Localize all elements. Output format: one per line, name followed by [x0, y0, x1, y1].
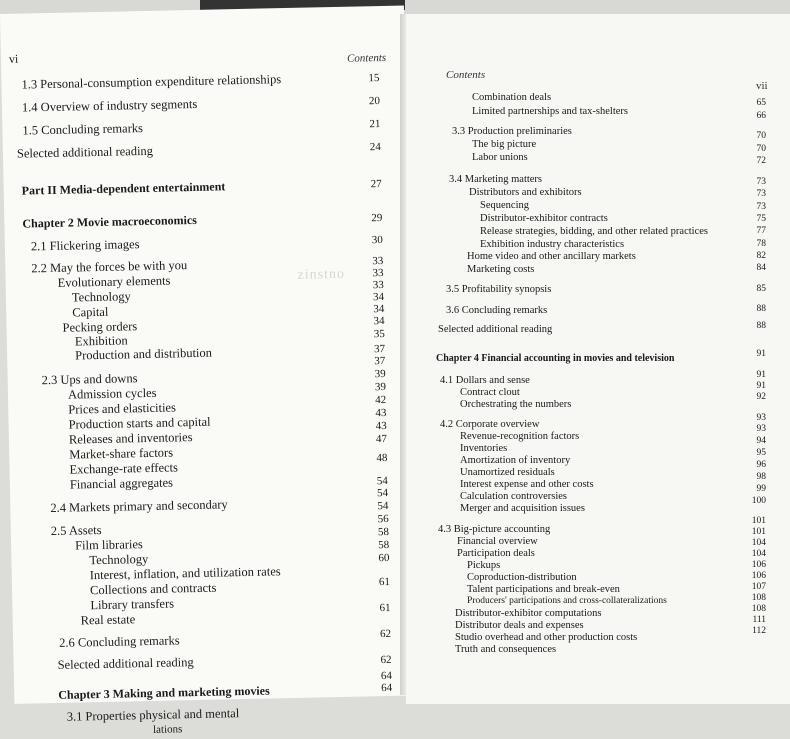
- toc-entry: Selected additional reading: [57, 655, 194, 672]
- toc-entry: Evolutionary elements: [57, 273, 171, 290]
- toc-entry: 2.3 Ups and downs: [41, 371, 138, 388]
- toc-entry: Interest, inflation, and utilization rates: [89, 564, 281, 583]
- toc-page: 91: [756, 349, 766, 359]
- toc-entry: The big picture: [472, 139, 537, 150]
- part-heading: Part II Media-dependent entertainment: [21, 179, 226, 198]
- toc-page: 61: [378, 575, 391, 589]
- chapter-heading: Chapter 3 Making and marketing movies: [58, 683, 270, 702]
- toc-entry: 2.6 Concluding remarks: [59, 633, 180, 650]
- toc-page: 20: [368, 95, 381, 108]
- toc-entry: Financial aggregates: [69, 475, 174, 492]
- toc-page: 54: [376, 474, 388, 488]
- toc-page: 34: [373, 315, 385, 328]
- toc-entry: Producers' participations and cross-collateralizations: [467, 596, 667, 606]
- toc-page: 73: [756, 202, 766, 212]
- toc-page: 88: [756, 321, 766, 331]
- toc-entry: Technology: [71, 289, 131, 305]
- toc-page: 62: [379, 627, 392, 641]
- toc-page: 72: [756, 156, 766, 166]
- toc-page: 33: [372, 255, 384, 268]
- toc-page: 64: [380, 669, 393, 683]
- toc-page: 73: [756, 177, 766, 187]
- toc-page: 108: [751, 604, 766, 614]
- folio-left: vi: [8, 51, 19, 66]
- toc-page: 60: [378, 551, 390, 565]
- toc-page: 29: [371, 212, 383, 225]
- toc-entry: 1.5 Concluding remarks: [22, 121, 144, 138]
- toc-entry: Capital: [72, 304, 109, 320]
- toc-page: 93: [756, 413, 766, 423]
- left-page: [0, 6, 418, 736]
- toc-entry: Distributor-exhibitor contracts: [480, 213, 608, 224]
- running-head-right: Contents: [446, 69, 486, 81]
- toc-entry: Prices and elasticities: [68, 400, 177, 417]
- toc-entry: Exhibition industry characteristics: [480, 239, 625, 250]
- toc-page: 75: [756, 214, 766, 224]
- toc-page: 88: [756, 304, 766, 314]
- toc-entry: Distributor deals and expenses: [455, 620, 584, 631]
- toc-page: 37: [373, 343, 386, 356]
- toc-page: 100: [751, 496, 766, 506]
- toc-entry: Amortization of inventory: [460, 455, 571, 466]
- toc-page: 92: [756, 392, 766, 402]
- toc-page: 37: [374, 355, 386, 368]
- toc-page: 85: [756, 284, 766, 294]
- toc-entry: Real estate: [80, 612, 136, 628]
- toc-entry: Selected additional reading: [16, 143, 154, 161]
- toc-page: 66: [756, 111, 766, 121]
- toc-entry: Revenue-recognition factors: [460, 431, 580, 442]
- toc-page: 27: [370, 178, 382, 191]
- toc-page: 99: [756, 484, 766, 494]
- toc-entry: Market-share factors: [69, 445, 174, 462]
- toc-entry: Merger and acquisition issues: [460, 503, 585, 514]
- toc-page: 101: [751, 516, 766, 526]
- toc-entry: Distributors and exhibitors: [469, 187, 582, 198]
- toc-page: 94: [756, 436, 766, 446]
- toc-entry: Release strategies, bidding, and other related practices: [480, 226, 708, 237]
- toc-entry: 4.2 Corporate overview: [440, 419, 540, 430]
- toc-entry: Labor unions: [472, 152, 528, 163]
- toc-entry: Distributor-exhibitor computations: [455, 608, 602, 619]
- toc-entry: lations: [152, 723, 183, 736]
- toc-page: 78: [756, 239, 766, 249]
- toc-page: 77: [756, 226, 766, 236]
- toc-page: 112: [752, 626, 766, 636]
- toc-entry: Interest expense and other costs: [460, 479, 594, 490]
- toc-page: 54: [377, 499, 389, 513]
- toc-entry: 3.5 Profitability synopsis: [446, 284, 552, 295]
- toc-page: 91: [756, 381, 766, 391]
- toc-entry: 3.6 Concluding remarks: [446, 305, 548, 316]
- right-page: [406, 14, 790, 704]
- toc-page: 43: [375, 419, 387, 433]
- toc-entry: 2.4 Markets primary and secondary: [50, 497, 228, 516]
- toc-page: 42: [375, 393, 387, 407]
- toc-page: 15: [368, 72, 380, 85]
- toc-entry: Contract clout: [460, 387, 520, 398]
- toc-page: 58: [377, 525, 390, 539]
- folio-right: vii: [756, 80, 768, 92]
- toc-entry: Calculation controversies: [460, 491, 568, 502]
- toc-entry: Technology: [89, 552, 149, 568]
- toc-page: 54: [376, 486, 389, 500]
- toc-entry: 4.3 Big-picture accounting: [438, 524, 551, 535]
- toc-page: 73: [756, 189, 766, 199]
- toc-entry: 3.3 Production preliminaries: [452, 126, 572, 137]
- toc-entry: 1.4 Overview of industry segments: [21, 96, 198, 115]
- toc-page: 106: [751, 560, 766, 570]
- toc-page: 61: [379, 601, 391, 615]
- toc-entry: 3.1 Properties physical and mental: [66, 706, 240, 724]
- toc-entry: Limited partnerships and tax-shelters: [472, 106, 628, 117]
- toc-page: 62: [380, 653, 392, 667]
- toc-page: 34: [372, 291, 385, 304]
- running-head-left: Contents: [346, 51, 387, 65]
- toc-entry: Home video and other ancillary markets: [467, 251, 636, 262]
- toc-page: 101: [751, 527, 766, 537]
- toc-entry: Talent participations and break-even: [467, 584, 620, 595]
- toc-page: 108: [751, 593, 766, 603]
- toc-page: 84: [756, 263, 766, 273]
- toc-page: 33: [372, 279, 384, 292]
- toc-page: 70: [756, 144, 766, 154]
- toc-page: 111: [752, 615, 766, 625]
- toc-entry: Coproduction-distribution: [467, 572, 577, 583]
- toc-page: 56: [377, 512, 389, 526]
- toc-entry: Selected additional reading: [438, 324, 553, 335]
- toc-page: 93: [756, 424, 766, 434]
- toc-entry: 3.4 Marketing matters: [449, 174, 543, 185]
- toc-entry: Production and distribution: [75, 345, 213, 363]
- toc-page: 95: [756, 448, 766, 458]
- toc-entry: Production starts and capital: [68, 414, 211, 432]
- toc-page: 39: [374, 368, 386, 381]
- toc-page: 64: [381, 681, 393, 695]
- toc-page: 34: [373, 303, 385, 316]
- toc-entry: 2.1 Flickering images: [30, 237, 140, 254]
- toc-page: 21: [369, 118, 381, 131]
- toc-page: 33: [372, 267, 384, 280]
- toc-page: 107: [751, 582, 766, 592]
- toc-entry: Releases and inventories: [68, 430, 193, 447]
- toc-page: 70: [756, 131, 766, 141]
- toc-entry: Sequencing: [480, 200, 529, 211]
- toc-entry: Orchestrating the numbers: [460, 399, 572, 410]
- toc-entry: Truth and consequences: [455, 644, 557, 655]
- toc-entry: Studio overhead and other production costs: [455, 632, 638, 643]
- chapter-heading: Chapter 4 Financial accounting in movies and television: [436, 353, 675, 364]
- toc-entry: Pecking orders: [62, 319, 138, 335]
- toc-page: 35: [373, 328, 385, 341]
- toc-entry: Exchange-rate effects: [69, 460, 179, 477]
- toc-entry: Pickups: [467, 560, 501, 571]
- toc-page: 82: [756, 251, 766, 261]
- toc-entry: Inventories: [460, 443, 508, 454]
- toc-entry: Combination deals: [472, 92, 552, 103]
- toc-entry: 2.5 Assets: [50, 522, 102, 539]
- toc-entry: Participation deals: [457, 548, 535, 559]
- toc-entry: 4.1 Dollars and sense: [440, 375, 530, 386]
- toc-page: 43: [375, 406, 387, 420]
- show-through-text: zinstno: [297, 266, 346, 283]
- toc-page: 98: [756, 472, 766, 482]
- toc-page: 58: [378, 538, 390, 552]
- toc-page: 47: [375, 432, 388, 446]
- toc-entry: Exhibition: [74, 333, 128, 349]
- toc-entry: 1.3 Personal-consumption expenditure relationships: [21, 72, 282, 92]
- toc-page: 96: [756, 460, 766, 470]
- toc-page: 48: [376, 451, 388, 465]
- toc-entry: 2.2 May the forces be with you: [31, 258, 188, 276]
- toc-page: 104: [751, 549, 766, 559]
- toc-page: 106: [751, 571, 766, 581]
- toc-entry: Marketing costs: [467, 264, 535, 275]
- toc-entry: Library transfers: [90, 596, 175, 613]
- toc-entry: Film libraries: [75, 537, 143, 553]
- toc-page: 91: [756, 370, 766, 380]
- toc-entry: Financial overview: [457, 536, 538, 547]
- toc-entry: Collections and contracts: [89, 580, 217, 598]
- toc-page: 30: [371, 234, 383, 247]
- toc-entry: Admission cycles: [67, 385, 157, 402]
- toc-page: 104: [751, 538, 766, 548]
- toc-page: 24: [369, 141, 381, 154]
- toc-entry: Unamortized residuals: [460, 467, 555, 478]
- chapter-heading: Chapter 2 Movie macroeconomics: [22, 212, 198, 231]
- toc-page: 65: [756, 98, 766, 108]
- toc-page: 39: [374, 381, 387, 394]
